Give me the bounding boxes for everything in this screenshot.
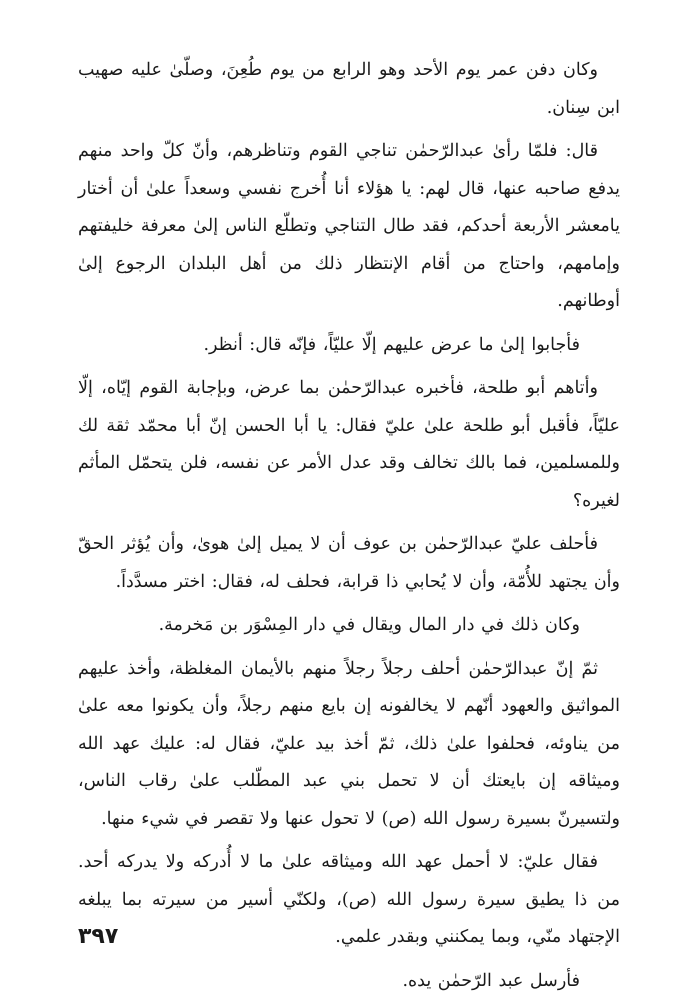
paragraph-6: وكان ذلك في دار المال ويقال في دار المِسْوَر بن مَخرمة. bbox=[158, 615, 580, 635]
paragraph-7: ثمّ إنّ عبدالرّحمٰن أحلف رجلاً رجلاً منهم بالأيمان المغلظة، وأخذ عليهم المواثيق والعهود أنّهم لا يخالفونه إن بايع منهم رجلاً، وأن يكونوا معه علىٰ من يناوئه، فحلفوا علىٰ ذلك، ثمّ أخذ بيد عليّ، فقال له: عليك عهد الله وميثاقه إن بايعتك أن لا تحمل بني عبد المطّلب علىٰ رقاب الناس، ولتسيرنّ بسيرة رسول الله (ص) لا تحول عنها ولا تقصر في شيء منها. bbox=[78, 658, 620, 829]
paragraph-2: قال: فلمّا رأىٰ عبدالرّحمٰن تناجي القوم وتناظرهم، وأنّ كلّ واحد منهم يدفع صاحبه عنها، قال لهم: يا هؤلاء أنا أُخرج نفسي وسعداً علىٰ أن أختار يامعشر الأربعة أحدكم، فقد طال التناجي وتطلّع الناس إلىٰ معرفة خليفتهم وإمامهم، واحتاج من أقام الإنتظار ذلك من أهل البلدان الرجوع إلىٰ أوطانهم. bbox=[78, 141, 620, 311]
paragraph-5: فأحلف عليّ عبدالرّحمٰن بن عوف أن لا يميل إلىٰ هوىٰ، وأن يُؤثر الحقّ وأن يجتهد للأُمّة، وأن لا يُحابي ذا قرابة، فحلف له، فقال: اختر مسدَّداً. bbox=[78, 534, 620, 592]
paragraph-4: وأتاهم أبو طلحة، فأخبره عبدالرّحمٰن بما عرض، وبإجابة القوم إيّاه، إلّا عليّاً، فأقبل أبو طلحة علىٰ عليّ فقال: يا أبا الحسن إنّ أبا محمّد ثقة لك وللمسلمين، فما بالك تخالف وقد عدل الأمر عن نفسه، فلن يتحمّل المأثم لغيره؟ bbox=[78, 378, 620, 511]
paragraph-9: فأرسل عبد الرّحمٰن يده. bbox=[402, 970, 580, 991]
paragraph-1: وكان دفن عمر يوم الأحد وهو الرابع من يوم طُعِنَ، وصلّىٰ عليه صهيب ابن سِنان. bbox=[78, 60, 620, 118]
paragraph-8: فقال عليّ: لا أحمل عهد الله وميثاقه علىٰ ما لا أُدركه ولا يدركه أحد. من ذا يطيق سيرة رسول الله (ص)، ولكنّي أسير من سيرته بما يبلغه الإجتهاد منّي، وبما يمكنني وبقدر علمي. bbox=[78, 852, 620, 947]
page-number: ٣٩٧ bbox=[78, 924, 119, 949]
paragraph-3: فأجابوا إلىٰ ما عرض عليهم إلّا عليّاً، فإنّه قال: أنظر. bbox=[203, 334, 580, 355]
page-body bbox=[78, 52, 620, 1006]
